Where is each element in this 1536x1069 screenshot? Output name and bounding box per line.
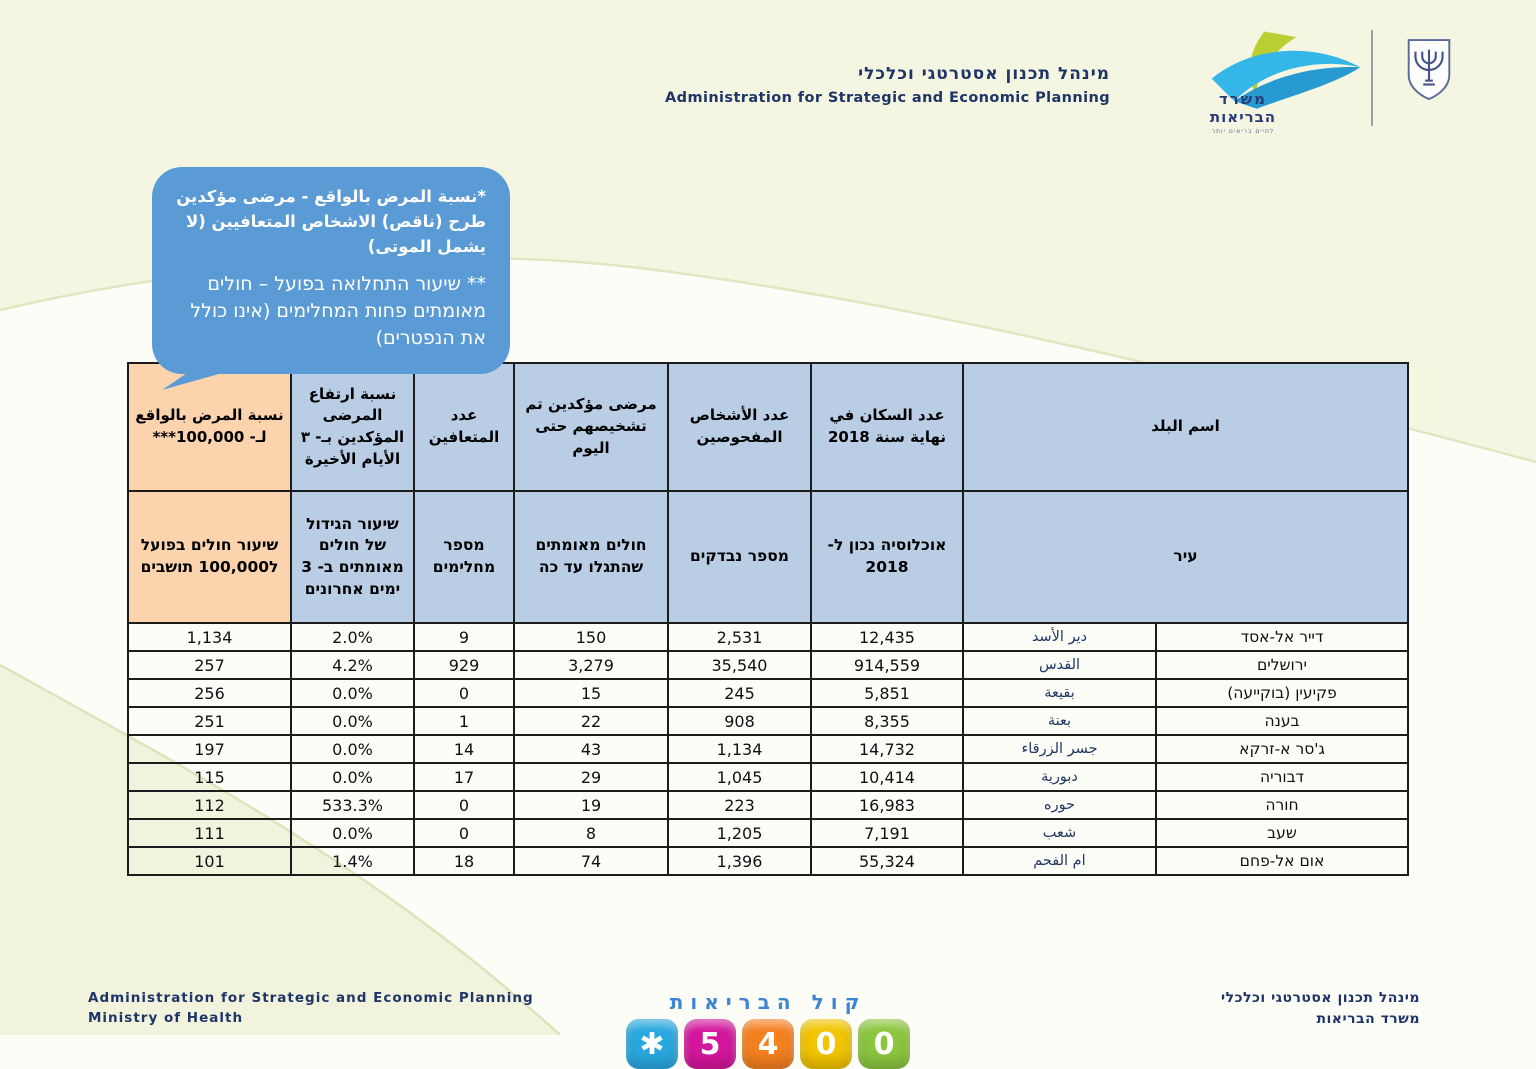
col-header-recovered-he: מספר מחלימים: [414, 491, 514, 623]
cell-population-2018: 16,983: [811, 791, 963, 819]
cell-growth-rate-3days: 2.0%: [291, 623, 414, 651]
cell-recovered: 0: [414, 679, 514, 707]
cell-city-name-ar: شعب: [963, 819, 1156, 847]
col-header-rate-per-100k-he: שיעור חולים בפועל ל100,000 תושבים: [128, 491, 291, 623]
logo-square-digit-5: 5: [684, 1019, 736, 1069]
cell-rate-per-100k: 1,134: [128, 623, 291, 651]
col-header-tested-he: מספר נבדקים: [668, 491, 811, 623]
col-header-growth-rate-ar: نسبة ارتفاع المرضى المؤكدين بـ- ٣ الأيام الأخيرة: [291, 363, 414, 491]
kol-habriut-digit-squares: [622, 1019, 914, 1069]
header-title-english: Administration for Strategic and Economic Planning: [665, 90, 1110, 106]
cell-population-2018: 55,324: [811, 847, 963, 875]
table-row: [128, 651, 1408, 679]
cell-growth-rate-3days: 1.4%: [291, 847, 414, 875]
ministry-of-health-logo: [1188, 28, 1368, 135]
cell-tested: 1,045: [668, 763, 811, 791]
ministry-logo-text: [1188, 90, 1298, 135]
cell-population-2018: 5,851: [811, 679, 963, 707]
ministry-logo-word-2: הבריאות: [1209, 108, 1277, 126]
cell-rate-per-100k: 112: [128, 791, 291, 819]
cell-city-name-ar: حوره: [963, 791, 1156, 819]
cell-recovered: 9: [414, 623, 514, 651]
footer-right-line2: משרד הבריאות: [1316, 1011, 1420, 1027]
cell-population-2018: 7,191: [811, 819, 963, 847]
cell-population-2018: 914,559: [811, 651, 963, 679]
footer-right-line1: מינהל תכנון אסטרטגי וכלכלי: [1220, 990, 1420, 1006]
table-row: [128, 819, 1408, 847]
cell-city-name-ar: دبورية: [963, 763, 1156, 791]
cell-rate-per-100k: 111: [128, 819, 291, 847]
cell-growth-rate-3days: 0.0%: [291, 679, 414, 707]
cell-city-name-he: אום אל-פחם: [1156, 847, 1408, 875]
city-covid-data-table-wrap: [127, 362, 1409, 876]
ministry-logo-word-1: משרד: [1218, 90, 1268, 108]
kol-habriut-logo-text: קול הבריאות: [669, 990, 867, 1014]
cell-tested: 245: [668, 679, 811, 707]
table-row: [128, 735, 1408, 763]
callout-footnote-arabic: *نسبة المرض بالواقع - مرضى مؤكدين طرح (ناقص) الاشخاص المتعافيين (لا يشمل الموتى): [176, 187, 486, 256]
cell-population-2018: 10,414: [811, 763, 963, 791]
cell-tested: 2,531: [668, 623, 811, 651]
cell-city-name-ar: دير الأسد: [963, 623, 1156, 651]
col-header-tested-ar: عدد الأشخاص المفحوصين: [668, 363, 811, 491]
cell-population-2018: 14,732: [811, 735, 963, 763]
callout-footnote-hebrew: ** שיעור התחלואה בפועל – חולים מאומתים פחות המחלימים (אינו כולל את הנפטרים): [190, 273, 486, 350]
footer-left-block: [88, 988, 534, 1029]
cell-recovered: 1: [414, 707, 514, 735]
table-body: [128, 623, 1408, 875]
cell-city-name-he: בענה: [1156, 707, 1408, 735]
logo-divider-line: [1371, 30, 1373, 126]
page-header-title: [665, 64, 1110, 106]
cell-tested: 908: [668, 707, 811, 735]
cell-rate-per-100k: 101: [128, 847, 291, 875]
cell-city-name-he: ירושלים: [1156, 651, 1408, 679]
table-row: [128, 791, 1408, 819]
israel-state-emblem-icon: [1400, 36, 1458, 104]
col-header-confirmed-he: חולים מאומתים שהתגלו עד כה: [514, 491, 668, 623]
cell-confirmed-to-date: 8: [514, 819, 668, 847]
col-header-recovered-ar: عدد المتعافين: [414, 363, 514, 491]
cell-growth-rate-3days: 0.0%: [291, 707, 414, 735]
col-header-confirmed-ar: مرضى مؤكدين تم تشخيصهم حتى اليوم: [514, 363, 668, 491]
logo-square-digit-0a: 0: [800, 1019, 852, 1069]
footer-right-block: [1221, 988, 1420, 1030]
cell-confirmed-to-date: 150: [514, 623, 668, 651]
cell-tested: 223: [668, 791, 811, 819]
cell-confirmed-to-date: 22: [514, 707, 668, 735]
city-covid-data-table: [127, 362, 1409, 876]
table-row: [128, 623, 1408, 651]
col-header-city-name-ar: اسم البلد: [963, 363, 1408, 491]
table-row: [128, 763, 1408, 791]
col-header-rate-per-100k-ar: نسبة المرض بالواقع لـ- 100,000***: [128, 363, 291, 491]
header-title-hebrew: מינהל תכנון אסטרטגי וכלכלי: [858, 64, 1110, 84]
cell-growth-rate-3days: 0.0%: [291, 819, 414, 847]
cell-rate-per-100k: 115: [128, 763, 291, 791]
col-header-city-he: עיר: [963, 491, 1408, 623]
cell-growth-rate-3days: 0.0%: [291, 763, 414, 791]
cell-city-name-he: פקיעין (בוקייעה): [1156, 679, 1408, 707]
cell-confirmed-to-date: 3,279: [514, 651, 668, 679]
col-header-population-ar: عدد السكان في نهاية سنة 2018: [811, 363, 963, 491]
cell-city-name-he: דייר אל-אסד: [1156, 623, 1408, 651]
cell-tested: 35,540: [668, 651, 811, 679]
table-row: [128, 707, 1408, 735]
cell-recovered: 0: [414, 791, 514, 819]
cell-growth-rate-3days: 0.0%: [291, 735, 414, 763]
footer-left-line1: Administration for Strategic and Economic Planning: [88, 990, 534, 1006]
cell-confirmed-to-date: 43: [514, 735, 668, 763]
footer-left-line2: Ministry of Health: [88, 1010, 244, 1027]
cell-city-name-ar: جسر الزرقاء: [963, 735, 1156, 763]
cell-rate-per-100k: 251: [128, 707, 291, 735]
col-header-growth-rate-he: שיעור הגידול של חולים מאומתים ב- 3 ימים אחרונים: [291, 491, 414, 623]
cell-city-name-ar: ام الفحم: [963, 847, 1156, 875]
logo-square-digit-0b: 0: [858, 1019, 910, 1069]
footnote-callout-bubble: [152, 167, 510, 374]
ministry-logo-tagline: לחיים בריאים יותר: [1211, 128, 1275, 135]
cell-confirmed-to-date: 15: [514, 679, 668, 707]
cell-city-name-ar: بقيعة: [963, 679, 1156, 707]
cell-confirmed-to-date: 74: [514, 847, 668, 875]
cell-city-name-ar: القدس: [963, 651, 1156, 679]
cell-recovered: 14: [414, 735, 514, 763]
cell-rate-per-100k: 256: [128, 679, 291, 707]
logo-square-digit-4: 4: [742, 1019, 794, 1069]
cell-tested: 1,205: [668, 819, 811, 847]
cell-growth-rate-3days: 4.2%: [291, 651, 414, 679]
cell-population-2018: 8,355: [811, 707, 963, 735]
cell-recovered: 929: [414, 651, 514, 679]
table-row: [128, 847, 1408, 875]
logo-square-asterisk: ✱: [626, 1019, 678, 1069]
table-header: [128, 363, 1408, 623]
cell-tested: 1,396: [668, 847, 811, 875]
cell-recovered: 0: [414, 819, 514, 847]
header-row-hebrew: [128, 491, 1408, 623]
cell-confirmed-to-date: 19: [514, 791, 668, 819]
cell-rate-per-100k: 197: [128, 735, 291, 763]
cell-city-name-he: דבוריה: [1156, 763, 1408, 791]
cell-city-name-he: שעב: [1156, 819, 1408, 847]
cell-recovered: 17: [414, 763, 514, 791]
cell-city-name-he: חורה: [1156, 791, 1408, 819]
kol-habriut-5400-logo: [622, 990, 914, 1069]
cell-rate-per-100k: 257: [128, 651, 291, 679]
cell-tested: 1,134: [668, 735, 811, 763]
cell-city-name-ar: بعنة: [963, 707, 1156, 735]
cell-city-name-he: ג'סר א-זרקא: [1156, 735, 1408, 763]
cell-growth-rate-3days: 533.3%: [291, 791, 414, 819]
cell-population-2018: 12,435: [811, 623, 963, 651]
cell-confirmed-to-date: 29: [514, 763, 668, 791]
cell-recovered: 18: [414, 847, 514, 875]
col-header-population-he: אוכלוסיה נכון ל- 2018: [811, 491, 963, 623]
table-row: [128, 679, 1408, 707]
